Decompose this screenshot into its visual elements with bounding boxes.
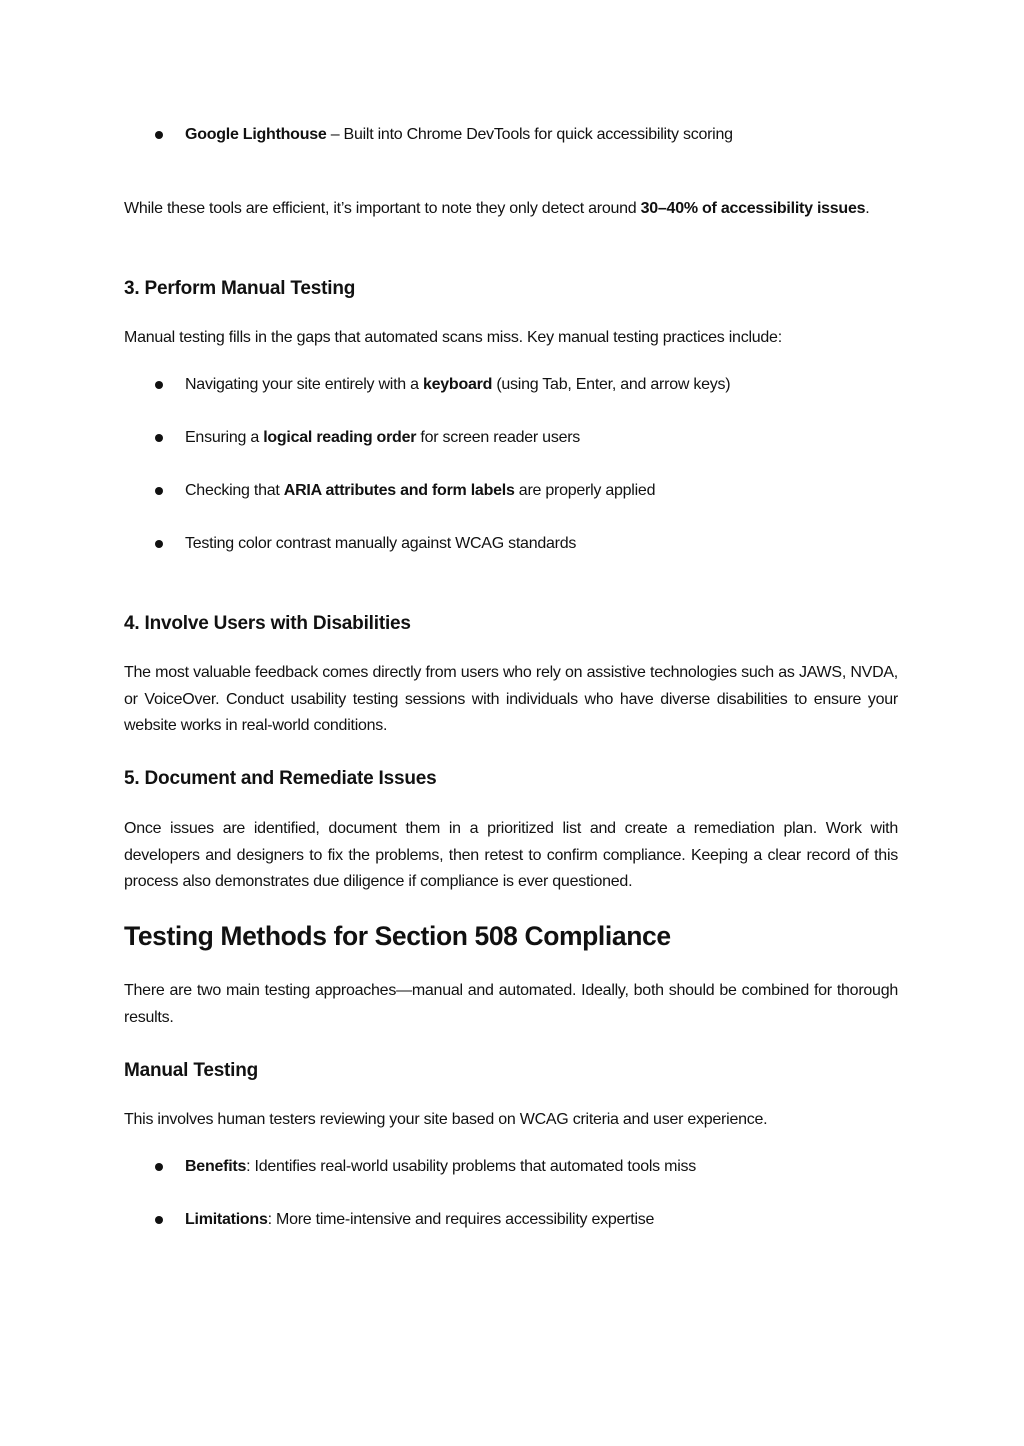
list-item-bold: ARIA attributes and form labels <box>283 482 515 499</box>
list-item-bold: Benefits <box>185 1158 247 1175</box>
list-item-rest: – Built into Chrome DevTools for quick accessibility scoring <box>326 126 733 143</box>
manual-testing-intro: This involves human testers reviewing your site based on WCAG criteria and user experience. <box>124 1111 768 1128</box>
note-text: While these tools are efficient, it’s important to note they only detect around <box>124 200 641 217</box>
testing-methods-body: There are two main testing approaches—manual and automated. Ideally, both should be combined for thorough results. <box>124 982 898 1026</box>
list-item-bold: Limitations <box>185 1211 268 1228</box>
manual-testing-heading: Manual Testing <box>124 1060 259 1081</box>
bullet-icon <box>155 1216 163 1224</box>
section-3-heading: 3. Perform Manual Testing <box>124 278 356 299</box>
note-paragraph <box>124 196 898 223</box>
list-item-text: : Identifies real-world usability problems that automated tools miss <box>246 1158 696 1175</box>
list-item-text: for screen reader users <box>416 429 581 446</box>
bullet-icon <box>155 131 163 139</box>
list-item-text <box>185 124 733 146</box>
list-item-text: (using Tab, Enter, and arrow keys) <box>492 376 731 393</box>
list-item-bold: keyboard <box>422 376 493 393</box>
note-end: . <box>865 200 870 217</box>
list-item-text: are properly applied <box>514 482 656 499</box>
section-4-body: The most valuable feedback comes directly from users who rely on assistive technologies such as JAWS, NVDA, or VoiceOver. Conduct usability testing sessions with individuals who have diverse disabilities to ensure your website works in real-world conditions. <box>124 664 898 734</box>
bullet-icon <box>155 487 163 495</box>
section-4-heading: 4. Involve Users with Disabilities <box>124 613 411 634</box>
bullet-icon <box>155 381 163 389</box>
list-item-bold: Google Lighthouse <box>185 126 327 143</box>
section-5-body: Once issues are identified, document them in a prioritized list and create a remediation plan. Work with developers and designers to fix the problems, then retest to confirm compliance. Keeping a clear record of this process also demonstrates due diligence if compliance is ever questioned. <box>124 820 898 890</box>
list-item-text: : More time-intensive and requires accessibility expertise <box>267 1211 655 1228</box>
note-bold: 30–40% of accessibility issues <box>640 200 866 217</box>
list-item-text: Ensuring a <box>185 429 264 446</box>
bullet-icon <box>155 540 163 548</box>
list-item-text: Testing color contrast manually against WCAG standards <box>185 535 577 552</box>
section-3-intro: Manual testing fills in the gaps that automated scans miss. Key manual testing practices include: <box>124 329 782 346</box>
list-item-text: Navigating your site entirely with a <box>185 376 423 393</box>
section-5-heading: 5. Document and Remediate Issues <box>124 768 437 789</box>
list-item-bold: logical reading order <box>263 429 417 446</box>
list-item-text: Checking that <box>185 482 284 499</box>
bullet-icon <box>155 434 163 442</box>
bullet-icon <box>155 1163 163 1171</box>
testing-methods-heading: Testing Methods for Section 508 Compliance <box>124 921 671 951</box>
